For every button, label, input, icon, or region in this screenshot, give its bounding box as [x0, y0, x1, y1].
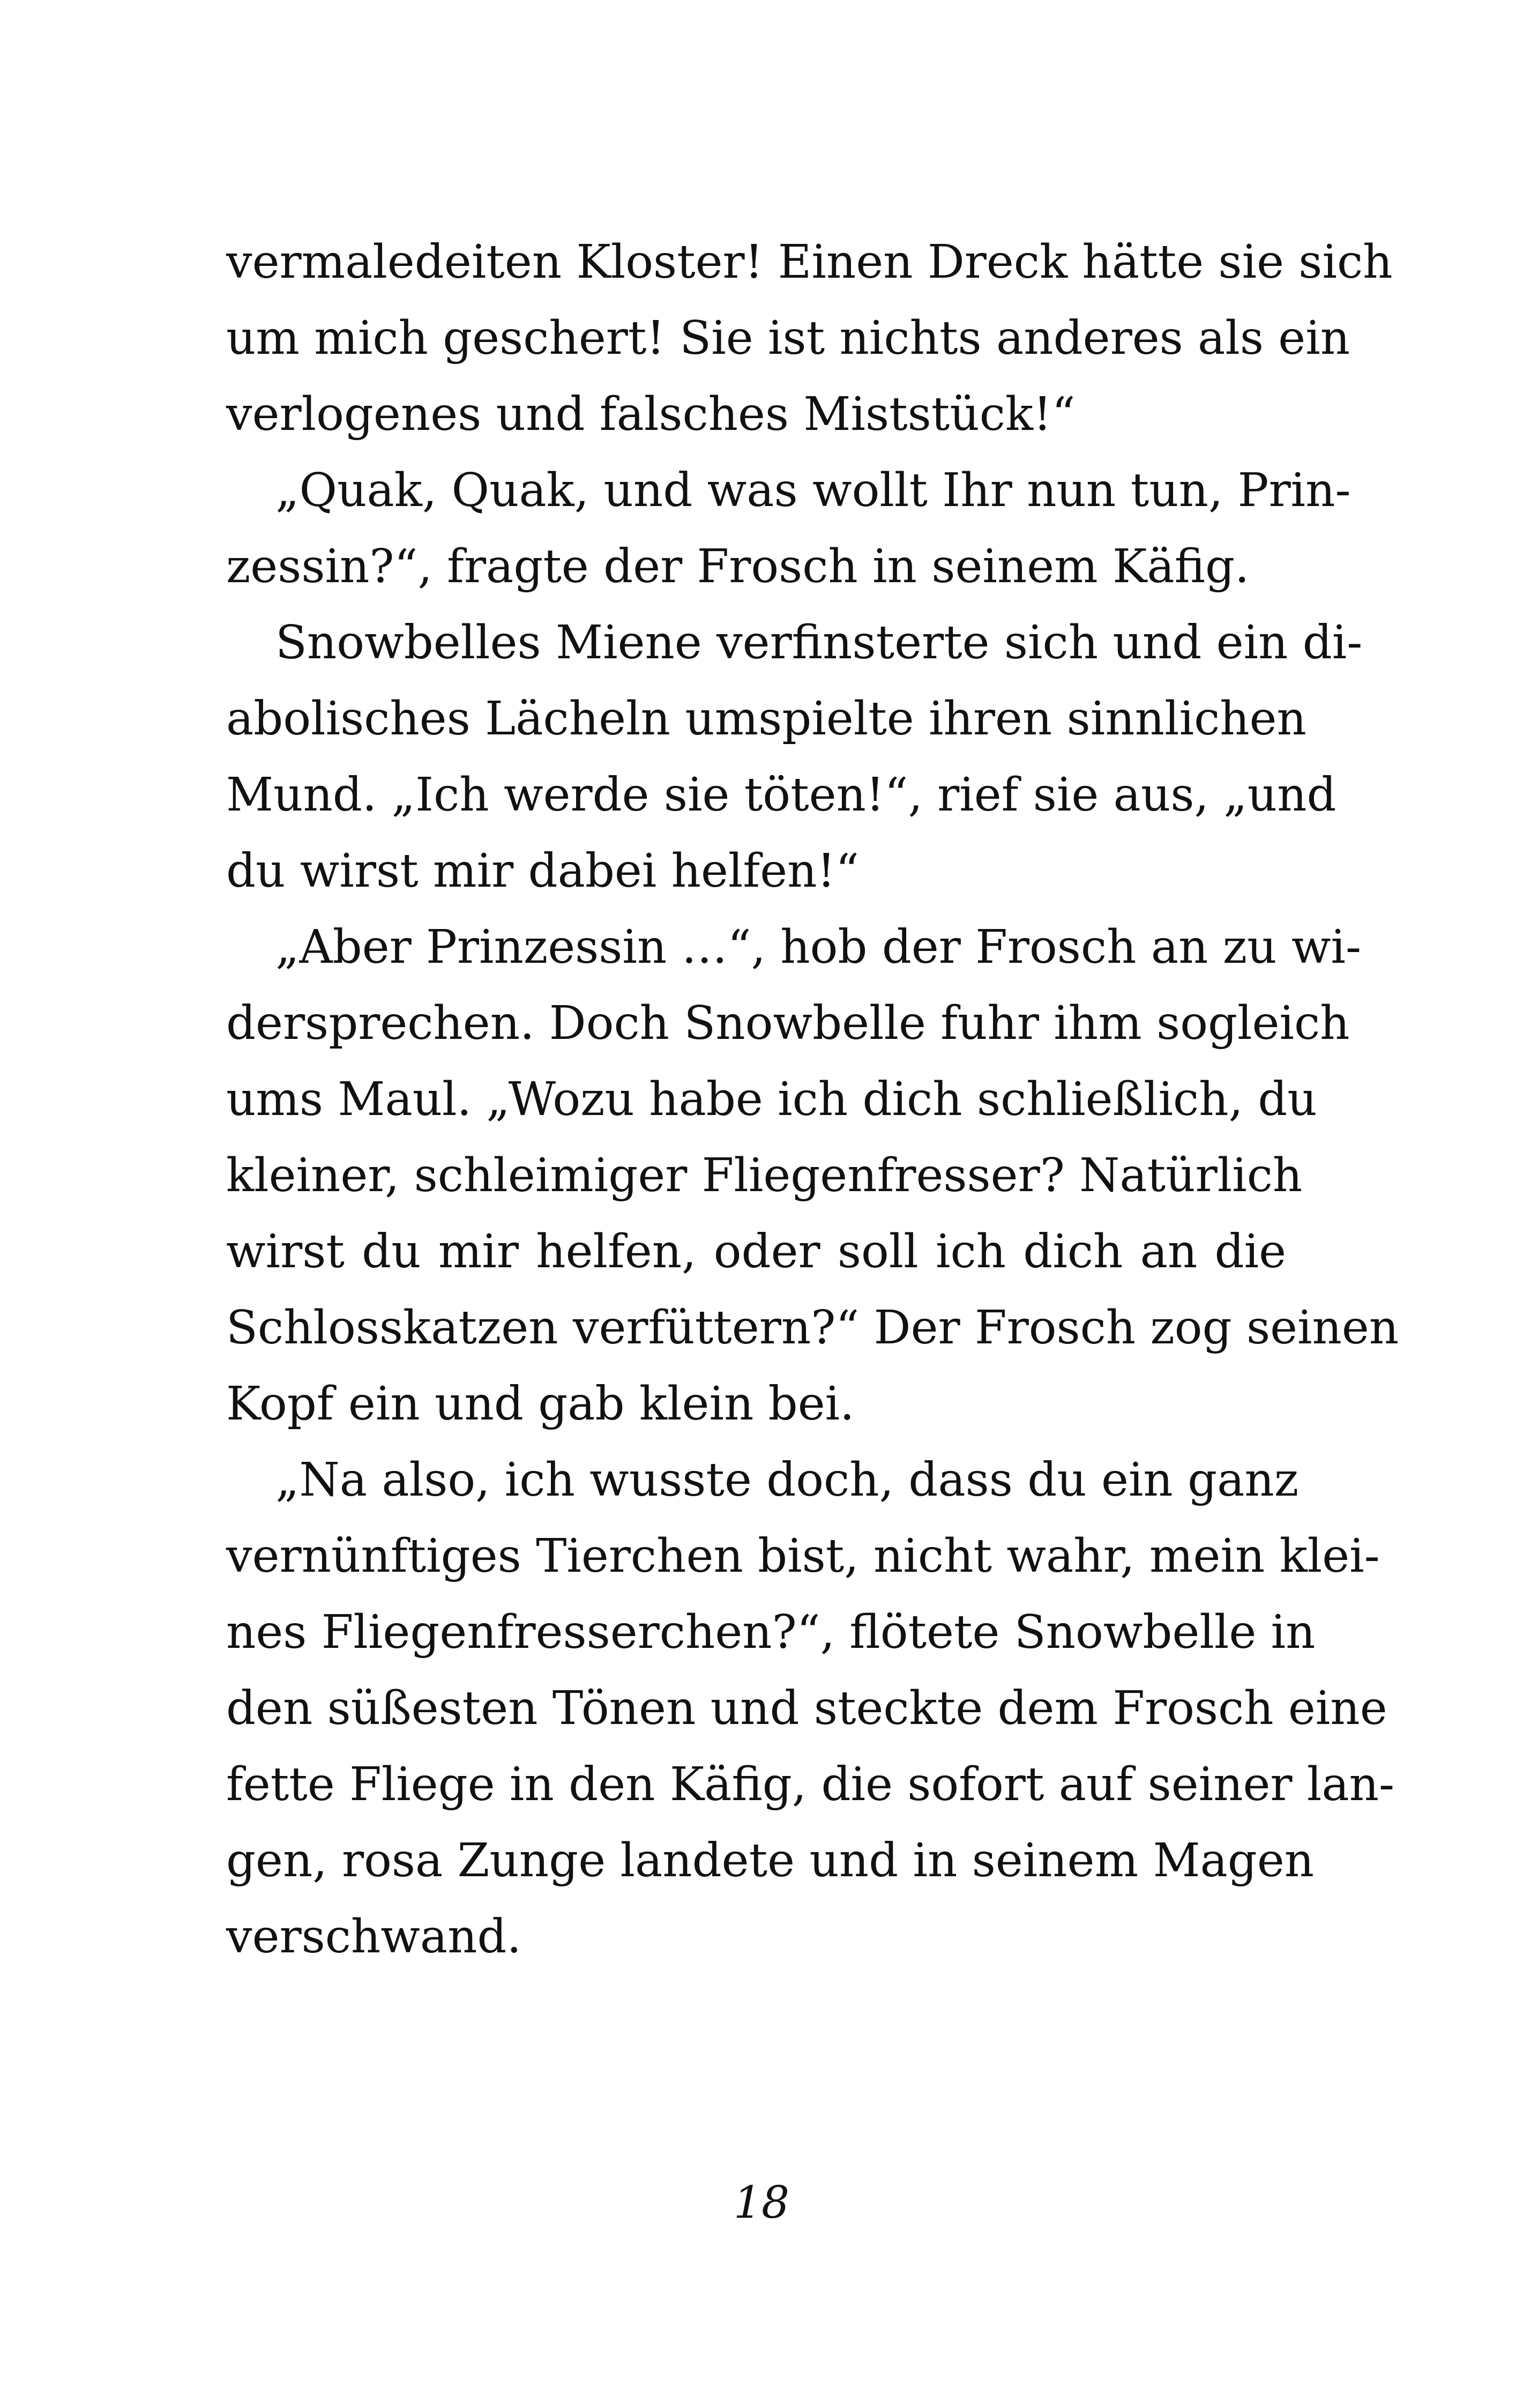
text-line: Snowbelles Miene verfinsterte sich und ein di- [275, 616, 1363, 670]
text-line: „Na also, ich wusste doch, dass du ein ganz [275, 1453, 1299, 1507]
text-line: dersprechen. Doch Snowbelle fuhr ihm sogleich [226, 997, 1350, 1050]
text-line: wirst du mir helfen, oder soll ich dich an die [226, 1225, 1286, 1279]
text-line: zessin?“, fragte der Frosch in seinem Käfig. [226, 540, 1250, 593]
text-line: ums Maul. „Wozu habe ich dich schließlich, du [226, 1073, 1317, 1126]
paragraph [226, 1442, 1395, 1975]
paragraph [226, 224, 1393, 452]
text-line: um mich geschert! Sie ist nichts anderes als ein [226, 311, 1350, 365]
paragraph [226, 605, 1363, 909]
text-line: nes Fliegenfresserchen?“, flötete Snowbelle in [226, 1606, 1316, 1659]
text-line: abolisches Lächeln umspielte ihren sinnlichen [226, 692, 1307, 746]
text-line: gen, rosa Zunge landete und in seinem Magen [226, 1834, 1315, 1887]
text-line: den süßesten Tönen und steckte dem Frosch eine [226, 1682, 1387, 1735]
text-line: kleiner, schleimiger Fliegenfresser? Natürlich [226, 1149, 1303, 1202]
text-line: vermaledeiten Kloster! Einen Dreck hätte sie sich [226, 235, 1393, 289]
paragraph [226, 909, 1399, 1442]
body-text [226, 224, 1399, 1975]
text-line: vernünftiges Tierchen bist, nicht wahr, mein klei- [226, 1529, 1380, 1583]
page-number: 18 [733, 2177, 790, 2228]
text-line: „Aber Prinzessin …“, hob der Frosch an zu wi- [275, 920, 1361, 974]
text-line: Schlosskatzen verfüttern?“ Der Frosch zog seinen [226, 1301, 1399, 1355]
text-line: Kopf ein und gab klein bei. [226, 1377, 855, 1431]
text-line: fette Fliege in den Käfig, die sofort auf seiner lan- [226, 1758, 1395, 1811]
text-line: du wirst mir dabei helfen!“ [226, 844, 860, 898]
text-line: „Quak, Quak, und was wollt Ihr nun tun, Prin- [275, 464, 1351, 517]
text-line: Mund. „Ich werde sie töten!“, rief sie aus, „und [226, 768, 1337, 822]
text-line: verschwand. [226, 1910, 521, 1964]
text-line: verlogenes und falsches Miststück!“ [226, 388, 1076, 441]
paragraph [226, 452, 1351, 605]
